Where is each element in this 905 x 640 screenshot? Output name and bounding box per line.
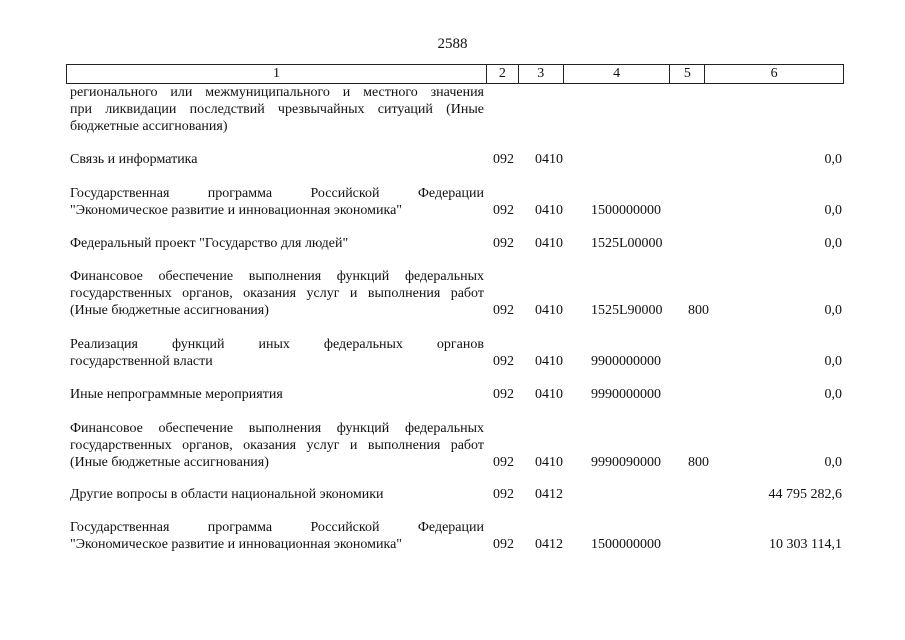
table-header bbox=[66, 64, 844, 84]
row-description-line: Государственная программа Российской Федерации bbox=[70, 520, 484, 535]
row-description-line: Иные непрограммные мероприятия bbox=[70, 387, 283, 402]
row-col-2: 092 bbox=[493, 387, 514, 402]
header-col-5: 5 bbox=[670, 65, 705, 83]
row-col-2: 092 bbox=[493, 487, 514, 502]
row-col-2: 092 bbox=[493, 455, 514, 470]
row-col-2: 092 bbox=[493, 354, 514, 369]
row-description-line: бюджетные ассигнования) bbox=[70, 119, 228, 134]
header-col-3: 3 bbox=[519, 65, 564, 83]
page-number: 2588 bbox=[437, 36, 468, 52]
row-amount: 0,0 bbox=[824, 203, 842, 218]
row-col-3: 0410 bbox=[535, 152, 563, 167]
row-col-3: 0410 bbox=[535, 236, 563, 251]
header-col-4: 4 bbox=[564, 65, 671, 83]
row-col-3: 0410 bbox=[535, 387, 563, 402]
row-col-2: 092 bbox=[493, 537, 514, 552]
row-col-3: 0412 bbox=[535, 537, 563, 552]
header-col-6: 6 bbox=[770, 66, 778, 81]
row-col-2: 092 bbox=[493, 303, 514, 318]
row-description-line: "Экономическое развитие и инновационная экономика" bbox=[70, 203, 403, 218]
row-description-line: государственных органов, оказания услуг и выполнения работ bbox=[70, 438, 484, 453]
row-amount: 0,0 bbox=[824, 303, 842, 318]
row-description-line: государственных органов, оказания услуг и выполнения работ bbox=[70, 286, 484, 301]
row-col-4: 1500000000 bbox=[591, 203, 661, 218]
row-description-line: Финансовое обеспечение выполнения функций федеральных bbox=[70, 269, 484, 284]
row-amount: 10 303 114,1 bbox=[769, 537, 842, 552]
row-amount: 0,0 bbox=[824, 354, 842, 369]
row-col-2: 092 bbox=[493, 152, 514, 167]
row-col-3: 0410 bbox=[535, 455, 563, 470]
row-col-4: 9990090000 bbox=[591, 455, 661, 470]
row-description-line: (Иные бюджетные ассигнования) bbox=[70, 455, 269, 470]
row-col-3: 0412 bbox=[535, 487, 563, 502]
row-col-4: 9990000000 bbox=[591, 387, 661, 402]
row-col-5: 800 bbox=[688, 455, 709, 470]
row-description-line: Финансовое обеспечение выполнения функций федеральных bbox=[70, 421, 484, 436]
row-col-3: 0410 bbox=[535, 303, 563, 318]
row-col-4: 9900000000 bbox=[591, 354, 661, 369]
row-amount: 44 795 282,6 bbox=[768, 487, 842, 502]
row-amount: 0,0 bbox=[824, 455, 842, 470]
row-col-2: 092 bbox=[493, 236, 514, 251]
row-description-line: Реализация функций иных федеральных органов bbox=[70, 337, 484, 352]
row-col-2: 092 bbox=[493, 203, 514, 218]
row-description-line: "Экономическое развитие и инновационная экономика" bbox=[70, 537, 403, 552]
row-description-line: государственной власти bbox=[70, 354, 213, 369]
row-description-line: Другие вопросы в области национальной экономики bbox=[70, 487, 384, 502]
row-col-3: 0410 bbox=[535, 203, 563, 218]
row-description-line: регионального или межмуниципального и местного значения bbox=[70, 85, 484, 100]
row-description-line: Государственная программа Российской Федерации bbox=[70, 186, 484, 201]
row-description-line: при ликвидации последствий чрезвычайных ситуаций (Иные bbox=[70, 102, 484, 117]
row-description-line: (Иные бюджетные ассигнования) bbox=[70, 303, 269, 318]
row-amount: 0,0 bbox=[824, 236, 842, 251]
row-col-4: 1525L90000 bbox=[591, 303, 663, 318]
row-col-3: 0410 bbox=[535, 354, 563, 369]
row-col-4: 1525L00000 bbox=[591, 236, 663, 251]
row-amount: 0,0 bbox=[824, 387, 842, 402]
row-description-line: Связь и информатика bbox=[70, 152, 198, 167]
row-col-5: 800 bbox=[688, 303, 709, 318]
row-description-line: Федеральный проект "Государство для людей" bbox=[70, 236, 349, 251]
header-col-1: 1 bbox=[67, 65, 487, 83]
row-amount: 0,0 bbox=[824, 152, 842, 167]
row-col-4: 1500000000 bbox=[591, 537, 661, 552]
header-col-2: 2 bbox=[487, 65, 519, 83]
